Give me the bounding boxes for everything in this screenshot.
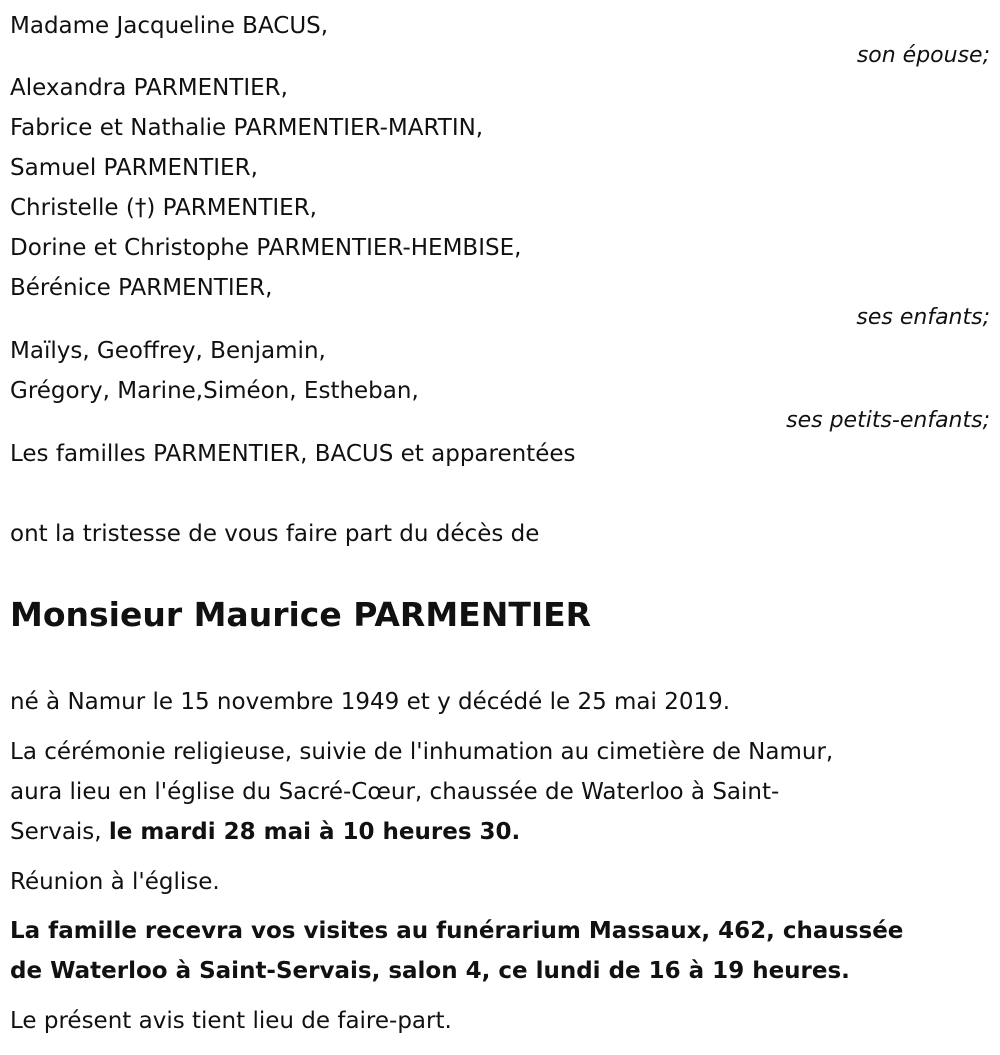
child-name: Christelle (†) PARMENTIER, [10,195,317,221]
ceremony-line: La cérémonie religieuse, suivie de l'inhumation au cimetière de Namur, [10,739,834,765]
ceremony-section [10,732,990,852]
grandchildren-role: ses petits-enfants; [786,408,990,433]
visits-section [10,911,990,991]
extended-families: Les familles PARMENTIER, BACUS et apparentées [10,441,576,467]
meeting-text: Réunion à l'église. [10,869,220,895]
families-section [10,434,990,474]
child-name: Bérénice PARMENTIER, [10,275,273,301]
visits-line: La famille recevra vos visites au funérarium Massaux, 462, chaussée [10,918,904,944]
meeting-section [10,862,990,902]
children-section [10,68,990,330]
spouse-section [10,6,990,68]
closing-section [10,1001,990,1041]
deceased-name: Monsieur Maurice PARMENTIER [10,595,592,634]
child-name: Dorine et Christophe PARMENTIER-HEMBISE, [10,235,522,261]
announcement-text: ont la tristesse de vous faire part du décès de [10,521,540,547]
birth-death-text: né à Namur le 15 novembre 1949 et y décédé le 25 mai 2019. [10,689,731,715]
grandchild-names: Grégory, Marine,Siméon, Estheban, [10,378,419,404]
spouse-role: son épouse; [856,43,990,68]
ceremony-line: aura lieu en l'église du Sacré-Cœur, chaussée de Waterloo à Saint- [10,779,780,805]
visits-line: de Waterloo à Saint-Servais, salon 4, ce lundi de 16 à 19 heures. [10,958,850,984]
spouse-name: Madame Jacqueline BACUS, [10,13,329,39]
grandchild-names: Maïlys, Geoffrey, Benjamin, [10,338,326,364]
ceremony-line [10,812,990,852]
child-name: Alexandra PARMENTIER, [10,75,288,101]
child-name: Samuel PARMENTIER, [10,155,258,181]
ceremony-datetime: le mardi 28 mai à 10 heures 30. [108,819,521,845]
children-role: ses enfants; [856,305,990,330]
deceased-section [10,593,990,637]
closing-text: Le présent avis tient lieu de faire-part. [10,1008,452,1034]
grandchildren-section [10,331,990,433]
child-name: Fabrice et Nathalie PARMENTIER-MARTIN, [10,115,484,141]
announcement-section [10,514,990,554]
birth-death-section [10,682,990,722]
ceremony-location-end: Servais, [10,819,109,845]
obituary-notice [10,0,990,1055]
